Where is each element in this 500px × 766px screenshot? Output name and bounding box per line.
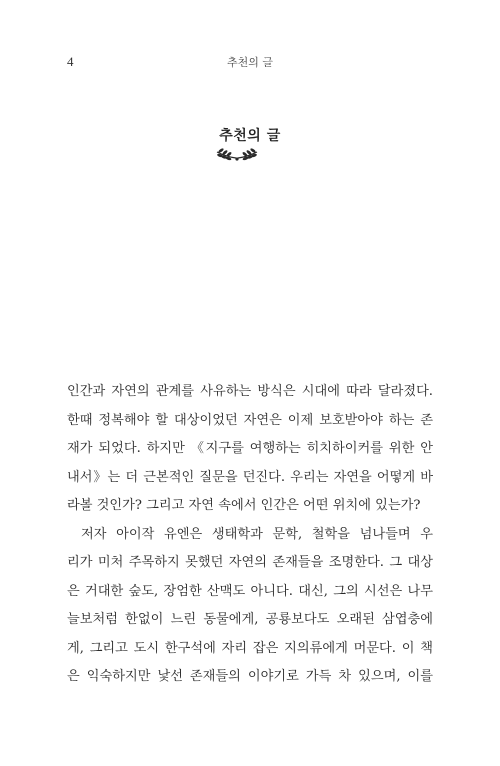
text-line: 내서》는 더 근본적인 질문을 던진다. 우리는 자연을 어떻게 바 (67, 469, 433, 485)
text-line: 리가 미처 주목하지 못했던 자연의 존재들을 조명한다. 그 대상 (67, 555, 433, 570)
running-head: 추천의 글 (226, 56, 273, 69)
text-line: 게, 그리고 도시 한구석에 자리 잡은 지의류에게 머문다. 이 책 (67, 640, 433, 656)
text-line: 인간과 자연의 관계를 사유하는 방식은 시대에 따라 달라졌다. (67, 384, 433, 399)
text-line: 늘보처럼 한없이 느린 동물에게, 공룡보다도 오래된 삼엽충에 (67, 612, 433, 627)
text-line: 은 거대한 숲도, 장엄한 산맥도 아니다. 대신, 그의 시선은 나무 (67, 583, 433, 599)
body-text (67, 378, 433, 692)
text-line: 재가 되었다. 하지만 《지구를 여행하는 히치하이커를 위한 안 (67, 441, 433, 456)
text-line: 저자 아이작 유엔은 생태학과 문학, 철학을 넘나들며 우 (81, 526, 433, 542)
text-line: 한때 정복해야 할 대상이었던 자연은 이제 보호받아야 하는 존 (67, 412, 433, 428)
page-number: 4 (67, 54, 74, 69)
section-title: 추천의 글 (219, 128, 281, 144)
text-line: 은 익숙하지만 낯선 존재들의 이야기로 가득 차 있으며, 이를 (67, 669, 433, 684)
text-line: 라볼 것인가? 그리고 자연 속에서 인간은 어떤 위치에 있는가? (67, 498, 421, 513)
laurel-icon (213, 146, 261, 164)
